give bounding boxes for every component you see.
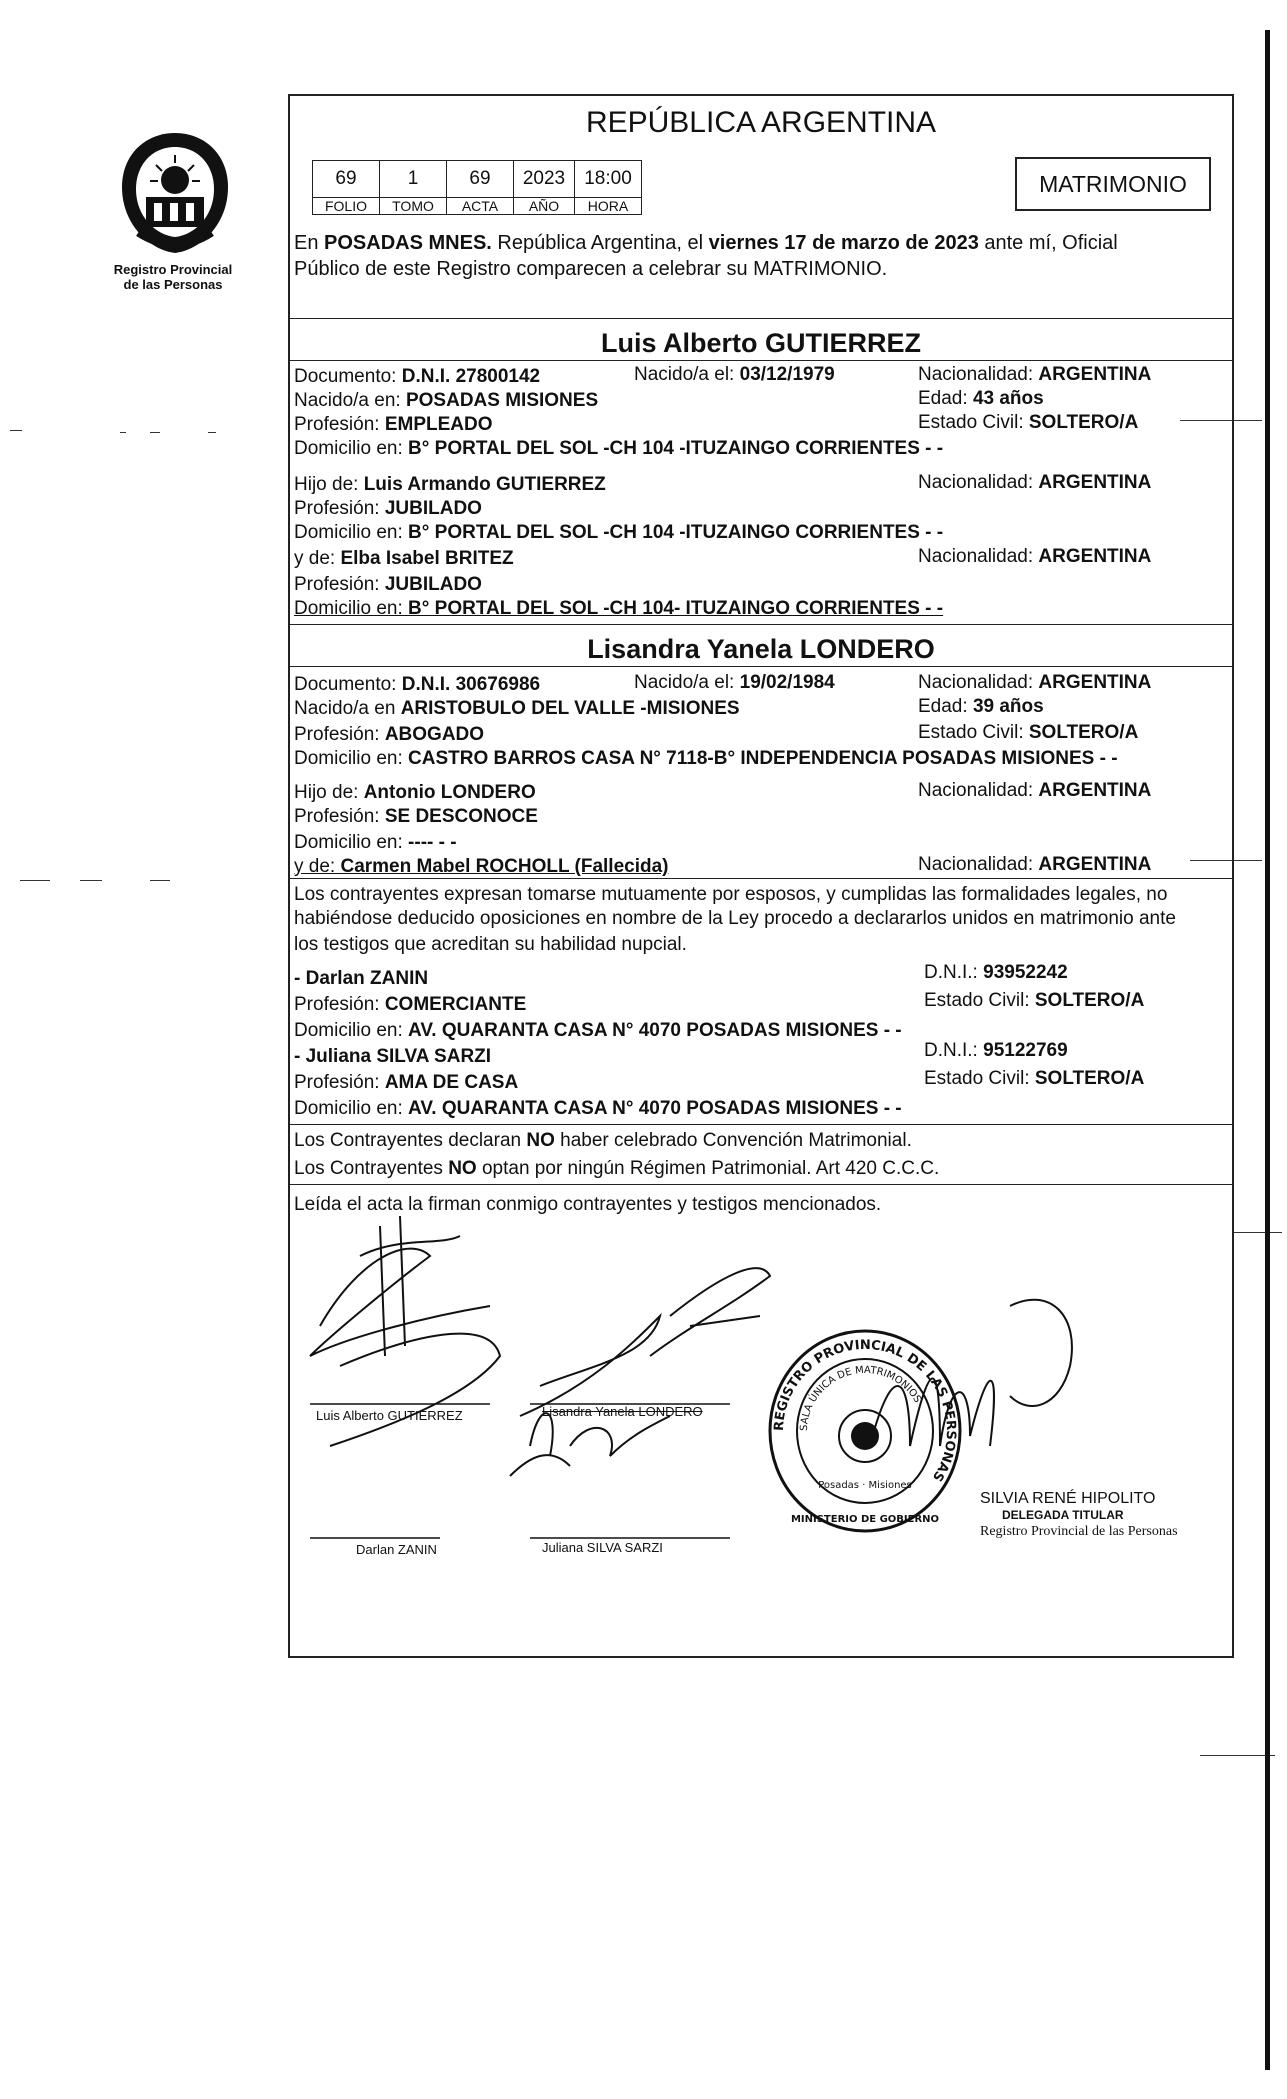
hora-label: HORA: [575, 198, 642, 215]
convention-line1: Los Contrayentes declaran NO haber celebrado Convención Matrimonial.: [294, 1130, 912, 1151]
hora-value: 18:00: [575, 161, 642, 198]
margin-mark: [208, 432, 216, 433]
witness2-dni: D.N.I.: 95122769: [924, 1040, 1068, 1061]
groom-mother-nationality: Nacionalidad: ARGENTINA: [918, 546, 1152, 567]
bride-address: Domicilio en: CASTRO BARROS CASA N° 7118-B° INDEPENDENCIA POSADAS MISIONES - -: [294, 748, 1118, 769]
groom-father: Hijo de: Luis Armando GUTIERREZ: [294, 474, 606, 495]
seal-inner-text: SALA ÚNICA DE MATRIMONIOS: [798, 1364, 923, 1432]
logo-label-line1: Registro Provincial: [113, 262, 233, 277]
bride-birthplace: Nacido/a en ARISTOBULO DEL VALLE -MISIONES: [294, 698, 740, 719]
bride-father-nationality: Nacionalidad: ARGENTINA: [918, 780, 1152, 801]
record-type: MATRIMONIO: [1015, 157, 1211, 211]
bride-father-address: Domicilio en: ---- - -: [294, 832, 457, 853]
groom-signature-name: Luis Alberto GUTIERREZ: [316, 1408, 463, 1423]
divider: [290, 878, 1232, 879]
groom-birthdate: Nacido/a el: 03/12/1979: [634, 364, 835, 385]
seal-ministry-text: MINISTERIO DE GOBIERNO: [790, 1514, 940, 1525]
intro-line2: Público de este Registro comparecen a celebrar su MATRIMONIO.: [294, 258, 888, 280]
witness2-name: - Juliana SILVA SARZI: [294, 1046, 492, 1067]
tomo-label: TOMO: [380, 198, 447, 215]
officer-role: DELEGADA TITULAR: [1002, 1508, 1124, 1522]
bride-civil-status: Estado Civil: SOLTERO/A: [918, 722, 1139, 743]
bride-document: Documento: D.N.I. 30676986: [294, 674, 541, 695]
groom-civil-status: Estado Civil: SOLTERO/A: [918, 412, 1139, 433]
margin-mark: [20, 880, 50, 881]
witness2-signature-name: Juliana SILVA SARZI: [542, 1540, 663, 1555]
country-title: REPÚBLICA ARGENTINA: [585, 106, 937, 139]
svg-text:SALA ÚNICA DE MATRIMONIOS: [799, 1365, 923, 1431]
divider: [290, 666, 1232, 667]
bride-birthdate: Nacido/a el: 19/02/1984: [634, 672, 835, 693]
margin-mark: [80, 880, 102, 881]
groom-mother: y de: Elba Isabel BRITEZ: [294, 548, 514, 569]
witness2-civil-status: Estado Civil: SOLTERO/A: [924, 1068, 1145, 1089]
divider: [290, 1184, 1232, 1185]
bride-name: Lisandra Yanela LONDERO: [587, 634, 935, 664]
witness1-profession: Profesión: COMERCIANTE: [294, 994, 527, 1015]
groom-document: Documento: D.N.I. 27800142: [294, 366, 541, 387]
divider: [290, 1124, 1232, 1125]
margin-mark: [10, 430, 22, 431]
divider: [290, 318, 1232, 319]
anio-label: AÑO: [514, 198, 575, 215]
groom-mother-address: Domicilio en: B° PORTAL DEL SOL -CH 104- ITUZAINGO CORRIENTES - -: [294, 598, 944, 619]
declaration-line3: los testigos que acreditan su habilidad nupcial.: [294, 934, 687, 955]
acta-value: 69: [447, 161, 514, 198]
marriage-record: [288, 94, 1234, 1658]
groom-profession: Profesión: EMPLEADO: [294, 414, 493, 435]
bride-signature-name: Lisandra Yanela LONDERO: [542, 1404, 703, 1419]
divider: [290, 624, 1232, 625]
groom-mother-profession: Profesión: JUBILADO: [294, 574, 482, 595]
margin-mark: [150, 432, 160, 433]
groom-father-profession: Profesión: JUBILADO: [294, 498, 482, 519]
declaration-line1: Los contrayentes expresan tomarse mutuamente por esposos, y cumplidas las formalidades legales, no: [294, 884, 1168, 905]
folio-value: 69: [313, 161, 380, 198]
intro-line1: En POSADAS MNES. República Argentina, el viernes 17 de marzo de 2023 ante mí, Oficial: [294, 232, 1118, 254]
bride-father-profession: Profesión: SE DESCONOCE: [294, 806, 538, 827]
groom-nationality: Nacionalidad: ARGENTINA: [918, 364, 1152, 385]
witness2-profession: Profesión: AMA DE CASA: [294, 1072, 519, 1093]
closing-text: Leída el acta la firman conmigo contrayentes y testigos mencionados.: [294, 1194, 882, 1215]
divider: [290, 360, 1232, 361]
margin-mark: [120, 432, 126, 433]
groom-address: Domicilio en: B° PORTAL DEL SOL -CH 104 -ITUZAINGO CORRIENTES - -: [294, 438, 944, 459]
record-fields: [312, 160, 642, 215]
bride-mother-nationality: Nacionalidad: ARGENTINA: [918, 854, 1152, 875]
logo-label: [98, 262, 248, 292]
groom-age: Edad: 43 años: [918, 388, 1044, 409]
anio-value: 2023: [514, 161, 575, 198]
bride-mother: y de: Carmen Mabel ROCHOLL (Fallecida): [294, 856, 669, 877]
official-seal: [765, 1326, 965, 1536]
seal-text: REGISTRO PROVINCIAL DE LAS PERSONAS: [771, 1337, 959, 1484]
logo-label-line2: de las Personas: [123, 277, 223, 292]
officer-name: SILVIA RENÉ HIPOLITO: [980, 1490, 1156, 1507]
declaration-line2: habiéndose deducido oposiciones en nombre de la Ley procedo a declararlos unidos en matrimonio ante: [294, 908, 1176, 929]
witness1-dni: D.N.I.: 93952242: [924, 962, 1068, 983]
margin-mark: [150, 880, 170, 881]
tomo-value: 1: [380, 161, 447, 198]
bride-father: Hijo de: Antonio LONDERO: [294, 782, 536, 803]
witness1-name: - Darlan ZANIN: [294, 968, 429, 989]
registry-logo: [110, 125, 240, 260]
scan-edge: [1265, 30, 1270, 2070]
margin-mark: [1200, 1755, 1275, 1756]
folio-label: FOLIO: [313, 198, 380, 215]
groom-birthplace: Nacido/a en: POSADAS MISIONES: [294, 390, 599, 411]
groom-father-nationality: Nacionalidad: ARGENTINA: [918, 472, 1152, 493]
groom-name: Luis Alberto GUTIERREZ: [600, 328, 921, 358]
witness2-address: Domicilio en: AV. QUARANTA CASA N° 4070 POSADAS MISIONES - -: [294, 1098, 902, 1119]
witness1-signature-name: Darlan ZANIN: [356, 1542, 437, 1557]
bride-age: Edad: 39 años: [918, 696, 1044, 717]
bride-profession: Profesión: ABOGADO: [294, 724, 485, 745]
groom-father-address: Domicilio en: B° PORTAL DEL SOL -CH 104 -ITUZAINGO CORRIENTES - -: [294, 522, 944, 543]
convention-line2: Los Contrayentes NO optan por ningún Régimen Patrimonial. Art 420 C.C.C.: [294, 1158, 940, 1179]
witness1-address: Domicilio en: AV. QUARANTA CASA N° 4070 POSADAS MISIONES - -: [294, 1020, 902, 1041]
acta-label: ACTA: [447, 198, 514, 215]
bride-nationality: Nacionalidad: ARGENTINA: [918, 672, 1152, 693]
margin-mark: [1232, 1232, 1282, 1233]
officer-org: Registro Provincial de las Personas: [980, 1524, 1178, 1539]
witness1-civil-status: Estado Civil: SOLTERO/A: [924, 990, 1145, 1011]
seal-bottom-text: Posadas · Misiones: [818, 1480, 912, 1491]
